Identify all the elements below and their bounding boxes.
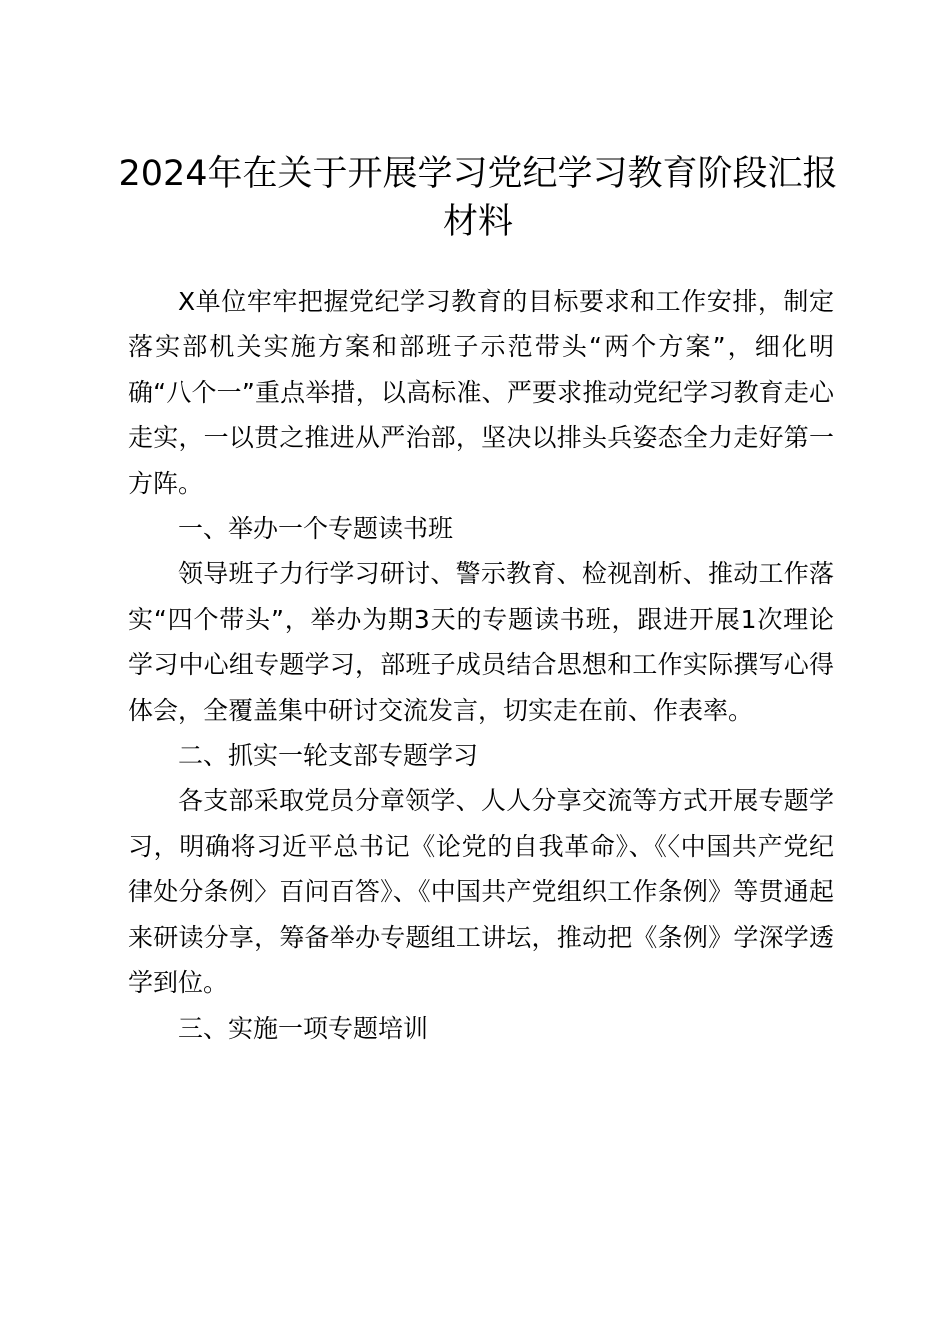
intro-paragraph: X单位牢牢把握党纪学习教育的目标要求和工作安排，制定落实部机关实施方案和部班子示范带头“两个方案”，细化明确“八个一”重点举措，以高标准、严要求推动党纪学习教育走心走实，一以贯之推进从严治部，坚决以排头兵姿态全力走好第一方阵。 [128,287,834,498]
section-heading-2: 二、抓实一轮支部专题学习 [178,741,479,771]
section-heading-1: 一、举办一个专题读书班 [178,514,454,544]
section-body-1: 领导班子力行学习研讨、警示教育、检视剖析、推动工作落实“四个带头”，举办为期3天的专题读书班，跟进开展1次理论学习中心组专题学习，部班子成员结合思想和工作实际撰写心得体会，全覆盖集中研讨交流发言，切实走在前、作表率。 [128,559,834,725]
document-title: 2024年在关于开展学习党纪学习教育阶段汇报材料 [118,154,838,242]
section-body-2: 各支部采取党员分章领学、人人分享交流等方式开展专题学习，明确将习近平总书记《论党的自我革命》、《〈中国共产党纪律处分条例〉百问百答》、《中国共产党组织工作条例》等贯通起来研读分享，筹备举办专题组工讲坛，推动把《条例》学深学透学到位。 [128,786,834,998]
document-body [128,279,834,1051]
section-heading-3: 三、实施一项专题培训 [178,1013,429,1043]
